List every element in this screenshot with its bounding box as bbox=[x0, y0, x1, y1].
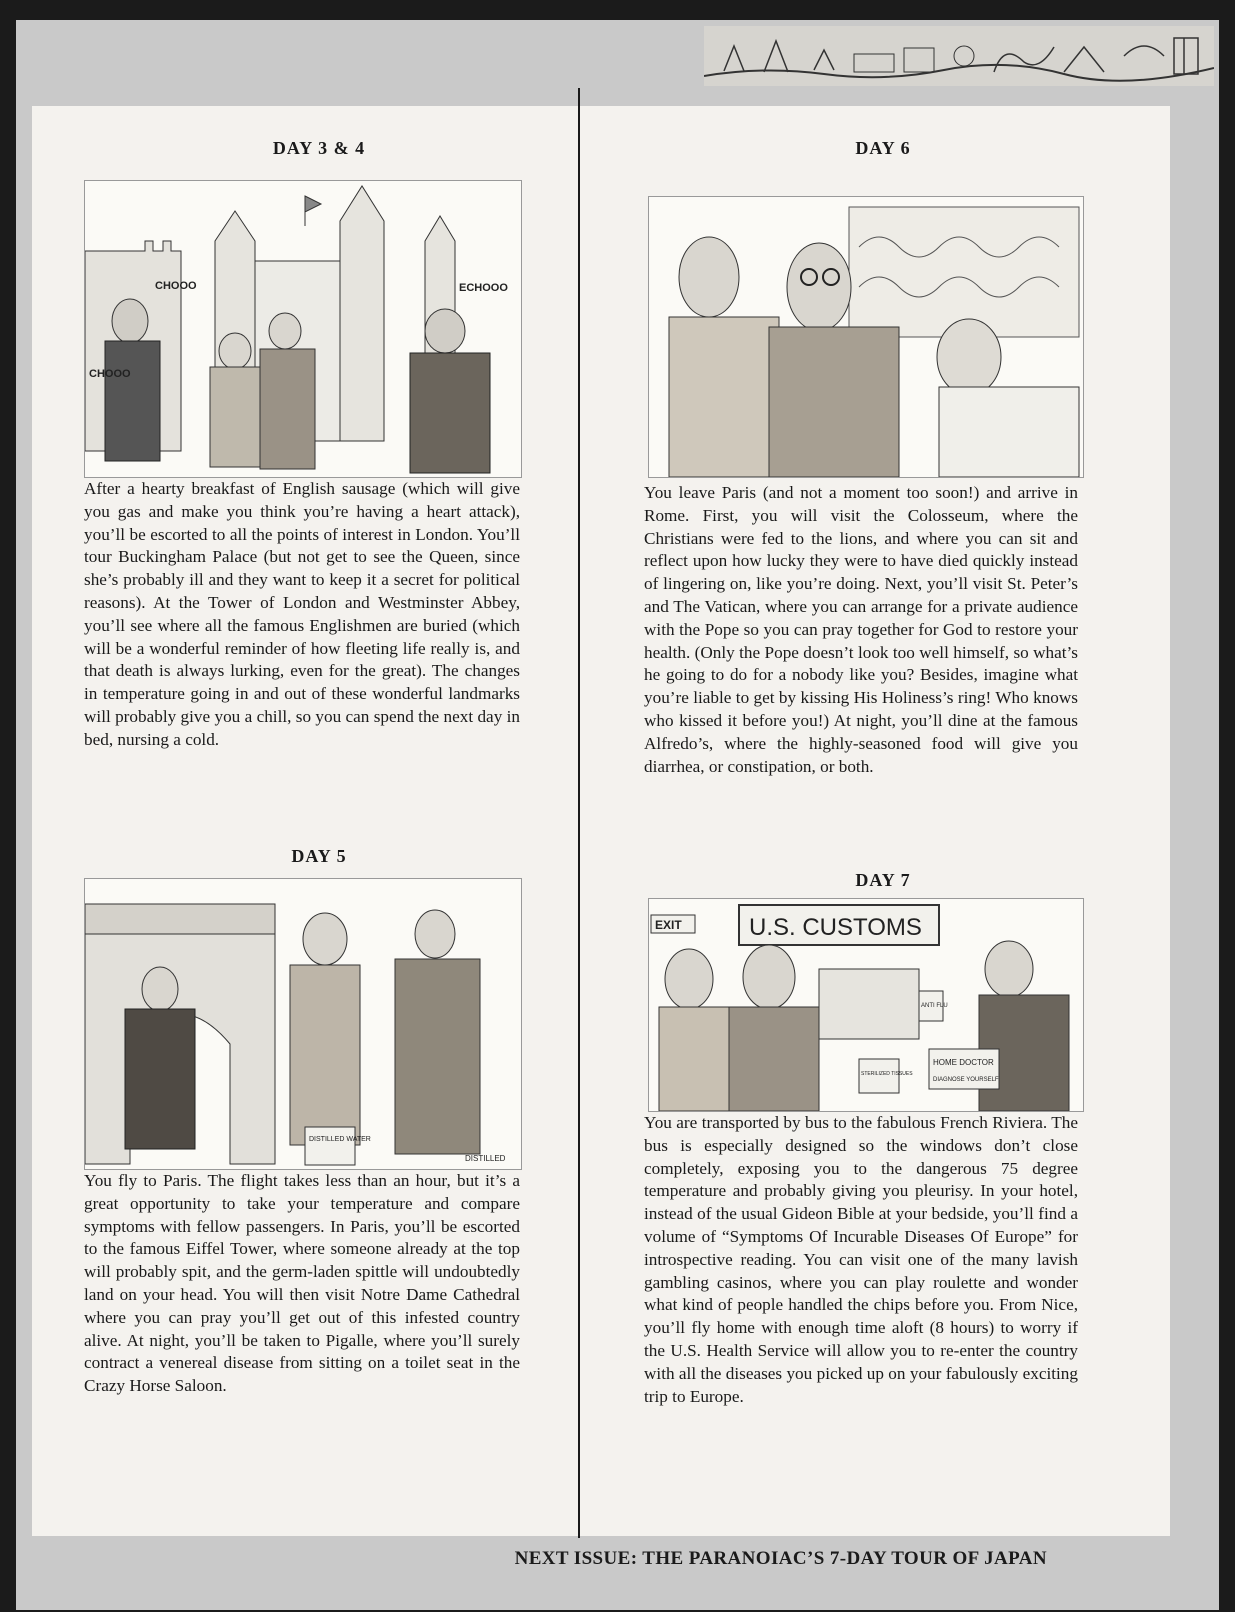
content-sheet bbox=[32, 106, 1170, 1536]
right-column bbox=[644, 106, 1122, 1536]
day-7-text: You are transported by bus to the fabulous French Riviera. The bus is especially designed so the windows don’t close completely, exposing you to the dangerous 75 degree temperature and probably giving you pleurisy. In your hotel, instead of the usual Gideon Bible at your bedside, you’ll find a volume of “Symptoms Of Incurable Diseases Of Europe” for introspective reading. You can visit one of the many lavish gambling casinos, where you can play roulette and wonder what kind of people handled the chips before you. From Nice, you’ll fly home with enough time aloft (8 hours) to worry if the U.S. Health Service will allow you to re-enter the country with all the diseases you picked up on your fabulously exciting trip to Europe. bbox=[644, 1113, 1078, 1406]
sneeze-label-2: CHOOO bbox=[89, 368, 131, 380]
day-3-4-text: After a hearty breakfast of English sausage (which will give you gas and make you think you’re having a heart attack), you’ll be escorted to all the points of interest in London. You’ll tour Buckingham Palace (but not get to see the Queen, since she’s probably ill and they want to keep it a secret for political reasons). At the Tower of London and Westminster Abbey, you’ll see where all the famous Englishmen are buried (which will be a wonderful reminder of how fleeting life really is, and that death is always lurking, even for the great). The changes in temperature going in and out of these wonderful landmarks will probably give you a chill, so you can spend the next day in bed, nursing a cold. bbox=[84, 479, 520, 749]
magazine-page bbox=[16, 20, 1219, 1610]
left-column bbox=[84, 106, 554, 1536]
day-3-4-illustration bbox=[84, 180, 522, 478]
day-6-heading: DAY 6 bbox=[855, 138, 911, 158]
day-6-illustration bbox=[648, 196, 1084, 478]
diagnose-yourself-label: DIAGNOSE YOURSELF bbox=[933, 1077, 999, 1083]
distilled-water-label: DISTILLED WATER bbox=[309, 1136, 371, 1143]
sneeze-label-3: ECHOOO bbox=[459, 282, 508, 294]
anti-flu-label: ANTI FLU bbox=[921, 1003, 948, 1009]
sterilized-tissues-label: STERILIZED TISSUES bbox=[861, 1071, 913, 1077]
distilled-label: DISTILLED bbox=[465, 1154, 506, 1163]
day-3-4-heading: DAY 3 & 4 bbox=[272, 138, 366, 158]
next-issue-footer: NEXT ISSUE: THE PARANOIAC’S 7-DAY TOUR OF JAPAN bbox=[514, 1548, 1047, 1569]
day-6-text: You leave Paris (and not a moment too soon!) and arrive in Rome. First, you will visit the Colosseum, where the Christians were fed to the lions, and where you can sit and reflect upon how lucky they were to have died quickly instead of lingering on, like you’re doing. Next, you’ll visit St. Peter’s and The Vatican, where you can arrange for a private audience with the Pope so you can pray together for God to restore your health. (Only the Pope doesn’t look too well himself, so what’s he going to do for a nobody like you? Besides, imagine what you’re liable to get by kissing His Holiness’s ring! Who knows who kissed it before you!) At night, you’ll dine at the famous Alfredo’s, where the highly-seasoned food will give you diarrhea, or constipation, or both. bbox=[644, 483, 1078, 776]
exit-sign: EXIT bbox=[655, 918, 682, 932]
day-5-illustration bbox=[84, 878, 522, 1170]
day-5-text: You fly to Paris. The flight takes less than an hour, but it’s a great opportunity to take your temperature and compare symptoms with fellow passengers. In Paris, you’ll be escorted to the famous Eiffel Tower, where someone already at the top will probably spit, and the germ-laden spittle will undoubtedly land on your head. You will then visit Notre Dame Cathedral where you can pray you’ll get out of this infested country alive. At night, you’ll be taken to Pigalle, where you’ll surely contract a venereal disease from sitting on a toilet seat in the Crazy Horse Saloon. bbox=[84, 1171, 520, 1396]
home-doctor-label: HOME DOCTOR bbox=[933, 1058, 994, 1067]
us-customs-sign: U.S. CUSTOMS bbox=[749, 914, 922, 941]
day-7-heading: DAY 7 bbox=[855, 870, 911, 890]
day-7-illustration bbox=[648, 898, 1084, 1112]
day-5-heading: DAY 5 bbox=[291, 846, 347, 866]
sneeze-label-1: CHOOO bbox=[155, 280, 197, 292]
column-divider bbox=[578, 88, 580, 1538]
header-cartoon-strip bbox=[704, 26, 1214, 86]
